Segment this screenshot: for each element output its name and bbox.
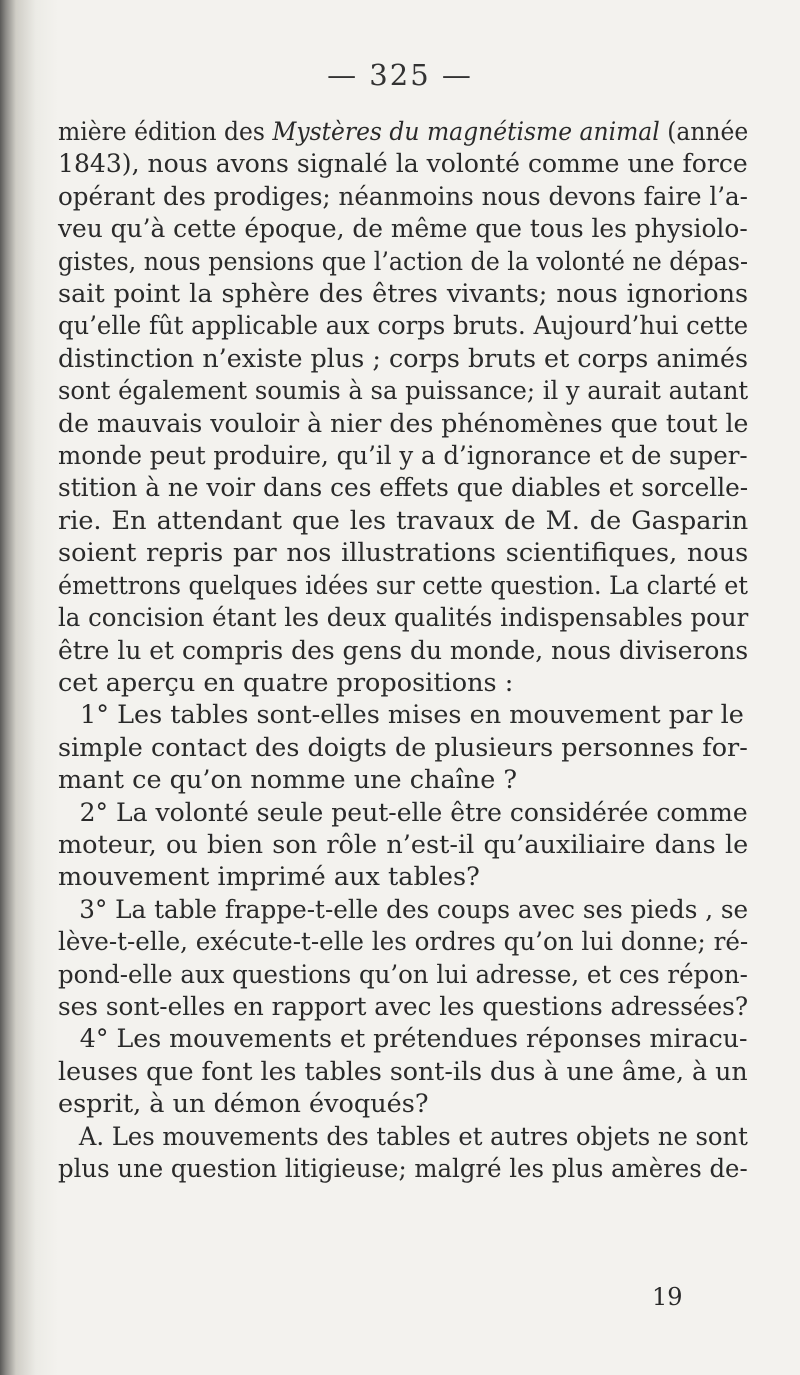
- text-line: sait point la sphère des êtres vivants; nous ignorions: [58, 279, 749, 310]
- page-number: — 325 —: [327, 58, 473, 92]
- text-line: pond-elle aux questions qu’on lui adresse, et ces répon-: [58, 959, 748, 990]
- text-line: 1° Les tables sont-elles mises en mouvement par le: [80, 700, 744, 731]
- text-line: 3° La table frappe-t-elle des coups avec ses pieds , se: [79, 894, 749, 925]
- text-line: lève-t-elle, exécute-t-elle les ordres qu’on lui donne; ré-: [58, 927, 749, 958]
- book-title: Mystères du magnétisme animal: [272, 117, 660, 147]
- text-line: gistes, nous pensions que l’action de la volonté ne dépas-: [58, 246, 748, 277]
- text-line: qu’elle fût applicable aux corps bruts. Aujourd’hui cette: [58, 311, 749, 342]
- text-line: 1843), nous avons signalé la volonté comme une force: [58, 149, 748, 180]
- text-line: A. Les mouvements des tables et autres objets ne sont: [78, 1121, 748, 1152]
- text-line: opérant des prodiges; néanmoins nous devons faire l’a-: [58, 181, 748, 212]
- text-line: 4° Les mouvements et prétendues réponses miracu-: [79, 1024, 748, 1055]
- text-line-segment: mière édition des: [58, 117, 273, 147]
- signature-mark-text: 19: [652, 1283, 683, 1311]
- body-text: [58, 116, 748, 1185]
- text-line: mant ce qu’on nomme une chaîne ?: [58, 765, 518, 796]
- text-line: simple contact des doigts de plusieurs personnes for-: [58, 732, 748, 763]
- text-line: stition à ne voir dans ces effets que diables et sorcelle-: [58, 473, 749, 504]
- text-line: être lu et compris des gens du monde, nous diviserons: [58, 635, 749, 666]
- text-line: moteur, ou bien son rôle n’est-il qu’auxiliaire dans le: [58, 829, 749, 860]
- text-line: de mauvais vouloir à nier des phénomènes que tout le: [58, 408, 749, 439]
- text-line: mouvement imprimé aux tables?: [58, 862, 480, 893]
- text-line: la concision étant les deux qualités indispensables pour: [58, 603, 749, 634]
- text-line: cet aperçu en quatre propositions :: [58, 667, 514, 698]
- text-line: soient repris par nos illustrations scientifiques, nous: [58, 538, 749, 569]
- book-binding-edge: [0, 0, 58, 1375]
- text-line: esprit, à un démon évoqués?: [58, 1089, 429, 1120]
- text-line: émettrons quelques idées sur cette question. La clarté et: [58, 570, 748, 601]
- text-line: [58, 116, 749, 148]
- text-line: veu qu’à cette époque, de même que tous les physiolo-: [58, 214, 748, 245]
- text-line-segment: (année: [659, 117, 749, 147]
- text-line: 2° La volonté seule peut-elle être considérée comme: [79, 797, 748, 828]
- text-line: sont également soumis à sa puissance; il y aurait autant: [58, 376, 749, 407]
- text-line: distinction n’existe plus ; corps bruts et corps animés: [58, 343, 749, 374]
- text-line: leuses que font les tables sont-ils dus à une âme, à un: [58, 1056, 748, 1087]
- text-line: monde peut produire, qu’il y a d’ignorance et de super-: [58, 441, 748, 472]
- text-line: rie. En attendant que les travaux de M. de Gasparin: [58, 505, 749, 536]
- text-line: ses sont-elles en rapport avec les questions adressées?: [58, 991, 749, 1022]
- text-line: plus une question litigieuse; malgré les plus amères de-: [58, 1154, 748, 1184]
